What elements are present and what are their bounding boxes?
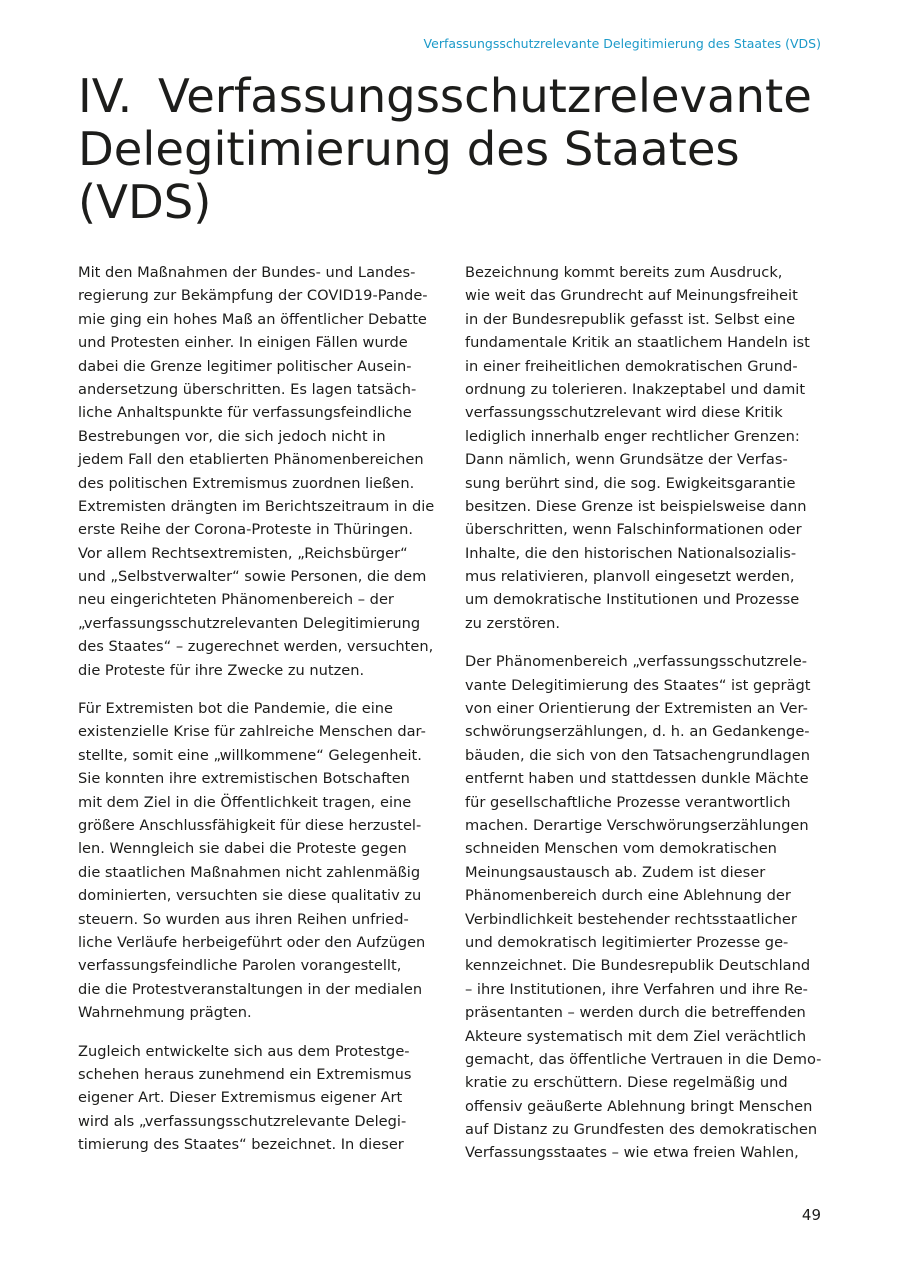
text-line: liche Anhaltspunkte für verfassungsfeindliche (78, 404, 412, 422)
text-line: die die Protestveranstaltungen in der medialen (78, 980, 423, 998)
text-line: mus relativieren, planvoll eingesetzt werden, (465, 568, 795, 586)
text-line: für gesellschaftliche Prozesse verantwortlich (465, 793, 791, 811)
text-line: die Proteste für ihre Zwecke zu nutzen. (78, 661, 365, 679)
text-line: dominierten, versuchten sie diese qualitativ zu (78, 887, 422, 905)
text-line: steuern. So wurden aus ihren Reihen unfried- (78, 910, 409, 928)
text-line: Phänomenbereich durch eine Ablehnung der (465, 887, 791, 905)
text-line: kratie zu erschüttern. Diese regelmäßig und (465, 1074, 788, 1092)
text-line: stellte, somit eine „willkommene“ Gelegenheit. (78, 746, 422, 764)
paragraph (465, 261, 821, 635)
text-line: die staatlichen Maßnahmen nicht zahlenmäßig (78, 863, 421, 881)
chapter-number: IV. (78, 69, 133, 123)
text-line: Dann nämlich, wenn Grundsätze der Verfas- (465, 451, 788, 469)
text-line: Akteure systematisch mit dem Ziel verächtlich (465, 1027, 807, 1045)
text-line: entfernt haben und stattdessen dunkle Mächte (465, 770, 809, 788)
text-line: wird als „verfassungsschutzrelevante Delegi- (78, 1112, 407, 1130)
text-line: zu zerstören. (465, 614, 560, 632)
text-line: Extremisten drängten im Berichtszeitraum in die (78, 497, 435, 515)
text-line: mit dem Ziel in die Öffentlichkeit tragen, eine (78, 793, 412, 811)
text-line: liche Verläufe herbeigeführt oder den Aufzügen (78, 933, 426, 951)
text-line: fundamentale Kritik an staatlichem Handeln ist (465, 334, 810, 352)
text-line: Zugleich entwickelte sich aus dem Protestge- (78, 1042, 410, 1060)
text-line: – ihre Institutionen, ihre Verfahren und ihre Re- (465, 980, 808, 998)
text-line: und Protesten einher. In einigen Fällen wurde (78, 334, 408, 352)
text-line: ordnung zu tolerieren. Inakzeptabel und damit (465, 380, 806, 398)
text-line: Der Phänomenbereich „verfassungsschutzrele- (465, 653, 807, 671)
text-line: verfassungsfeindliche Parolen vorangestellt, (78, 957, 402, 975)
text-line: und demokratisch legitimierter Prozesse ge- (465, 933, 789, 951)
text-line: schehen heraus zunehmend ein Extremismus (78, 1065, 412, 1083)
text-line: regierung zur Bekämpfung der COVID19-Pande- (78, 287, 428, 305)
text-line: auf Distanz zu Grundfesten des demokratischen (465, 1121, 818, 1139)
text-line: „verfassungsschutzrelevanten Delegitimierung (78, 614, 421, 632)
text-line: schwörungserzählungen, d. h. an Gedankenge- (465, 723, 810, 741)
text-line: wie weit das Grundrecht auf Meinungsfreiheit (465, 287, 798, 305)
text-line: Bestrebungen vor, die sich jedoch nicht in (78, 427, 386, 445)
text-line: des Staates“ – zugerechnet werden, versuchten, (78, 638, 434, 656)
left-column (78, 261, 436, 1171)
text-line: des politischen Extremismus zuordnen ließen. (78, 474, 415, 492)
text-line: Inhalte, die den historischen Nationalsozialis- (465, 544, 797, 562)
text-line: verfassungsschutzrelevant wird diese Kritik (465, 404, 783, 422)
text-line: Vor allem Rechtsextremisten, „Reichsbürger“ (78, 544, 408, 562)
text-line: in der Bundesrepublik gefasst ist. Selbst eine (465, 310, 796, 328)
text-line: Sie konnten ihre extremistischen Botschaften (78, 770, 410, 788)
paragraph (78, 697, 436, 1024)
text-line: existenzielle Krise für zahlreiche Menschen dar- (78, 723, 426, 741)
text-line: größere Anschlussfähigkeit für diese herzustel- (78, 816, 422, 834)
text-line: mie ging ein hohes Maß an öffentlicher Debatte (78, 310, 427, 328)
text-line: präsentanten – werden durch die betreffenden (465, 1004, 806, 1022)
text-line: bäuden, die sich von den Tatsachengrundlagen (465, 746, 811, 764)
text-line: eigener Art. Dieser Extremismus eigener Art (78, 1089, 403, 1107)
text-line: gemacht, das öffentliche Vertrauen in die Demo- (465, 1050, 822, 1068)
page-number: 49 (801, 1206, 821, 1224)
text-line: Verfassungsstaates – wie etwa freien Wahlen, (465, 1144, 799, 1162)
paragraph (78, 261, 436, 682)
right-column (465, 261, 821, 1180)
text-line: erste Reihe der Corona-Proteste in Thüringen. (78, 521, 413, 539)
text-line: neu eingerichteten Phänomenbereich – der (78, 591, 394, 609)
text-line: andersetzung überschritten. Es lagen tatsäch- (78, 380, 417, 398)
chapter-title (78, 70, 848, 229)
text-line: lediglich innerhalb enger rechtlicher Grenzen: (465, 427, 800, 445)
text-line: Meinungsaustausch ab. Zudem ist dieser (465, 863, 766, 881)
chapter-title-line-2: Delegitimierung des Staates (VDS) (78, 122, 740, 229)
text-line: überschritten, wenn Falschinformationen oder (465, 521, 802, 539)
paragraph (465, 650, 821, 1165)
text-line: besitzen. Diese Grenze ist beispielsweise dann (465, 497, 807, 515)
text-line: um demokratische Institutionen und Prozesse (465, 591, 800, 609)
text-line: dabei die Grenze legitimer politischer Ausein- (78, 357, 412, 375)
text-line: len. Wenngleich sie dabei die Proteste gegen (78, 840, 407, 858)
text-line: Verbindlichkeit bestehender rechtsstaatlicher (465, 910, 797, 928)
paragraph (78, 1040, 436, 1157)
text-line: jedem Fall den etablierten Phänomenbereichen (78, 451, 424, 469)
text-line: kennzeichnet. Die Bundesrepublik Deutschland (465, 957, 811, 975)
text-line: offensiv geäußerte Ablehnung bringt Menschen (465, 1097, 813, 1115)
running-header: Verfassungsschutzrelevante Delegitimierung des Staates (VDS) (423, 36, 821, 51)
text-line: sung berührt sind, die sog. Ewigkeitsgarantie (465, 474, 796, 492)
text-line: Bezeichnung kommt bereits zum Ausdruck, (465, 264, 783, 281)
chapter-title-line-1: Verfassungsschutzrelevante (158, 69, 812, 123)
text-line: von einer Orientierung der Extremisten an Ver- (465, 700, 808, 718)
text-line: schneiden Menschen vom demokratischen (465, 840, 777, 858)
text-line: in einer freiheitlichen demokratischen Grund- (465, 357, 798, 375)
text-line: und „Selbstverwalter“ sowie Personen, die dem (78, 568, 427, 586)
text-line: vante Delegitimierung des Staates“ ist geprägt (465, 676, 811, 694)
text-line: Für Extremisten bot die Pandemie, die eine (78, 700, 393, 718)
text-line: Mit den Maßnahmen der Bundes- und Landes- (78, 264, 416, 281)
text-line: machen. Derartige Verschwörungserzählungen (465, 816, 809, 834)
text-line: timierung des Staates“ bezeichnet. In dieser (78, 1136, 404, 1154)
text-line: Wahrnehmung prägten. (78, 1004, 252, 1022)
